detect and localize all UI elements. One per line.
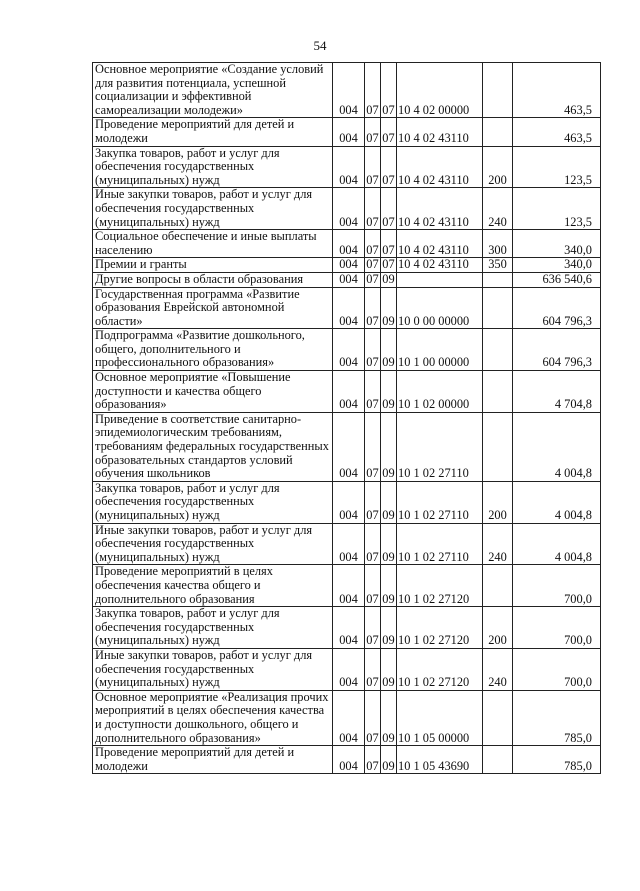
row-ministry-code-cell: 004 — [333, 258, 365, 273]
row-ministry-code-cell: 004 — [333, 272, 365, 287]
row-amount-cell: 4 704,8 — [513, 371, 601, 413]
row-target-article-cell: 10 4 02 43110 — [397, 188, 483, 230]
row-ministry-code-cell: 004 — [333, 188, 365, 230]
row-section-code-cell: 07 — [365, 188, 381, 230]
row-name-cell: Приведение в соответствие санитарно-эпидемиологическим требованиям, требованиям федеральных государственных образовательных стандартов условий обучения школьников — [93, 412, 333, 481]
row-name-cell: Премии и гранты — [93, 258, 333, 273]
table-row — [93, 565, 601, 607]
row-ministry-code-cell: 004 — [333, 690, 365, 745]
row-expense-type-cell: 240 — [483, 188, 513, 230]
row-ministry-code-cell: 004 — [333, 287, 365, 329]
table-row — [93, 287, 601, 329]
row-ministry-code-cell: 004 — [333, 63, 365, 118]
row-subsection-code-cell: 09 — [381, 690, 397, 745]
row-name-cell: Государственная программа «Развитие образования Еврейской автономной области» — [93, 287, 333, 329]
row-expense-type-cell: 200 — [483, 607, 513, 649]
row-section-code-cell: 07 — [365, 690, 381, 745]
row-section-code-cell: 07 — [365, 287, 381, 329]
row-target-article-cell: 10 1 02 27120 — [397, 648, 483, 690]
row-name-cell: Проведение мероприятий для детей и молодежи — [93, 746, 333, 774]
row-target-article-cell: 10 4 02 43110 — [397, 146, 483, 188]
row-name-cell: Иные закупки товаров, работ и услуг для обеспечения государственных (муниципальных) нужд — [93, 523, 333, 565]
row-ministry-code-cell: 004 — [333, 118, 365, 146]
table-row — [93, 481, 601, 523]
row-name-cell: Основное мероприятие «Реализация прочих мероприятий в целях обеспечения качества и доступности дошкольного, общего и дополнительного образования» — [93, 690, 333, 745]
table-row — [93, 146, 601, 188]
row-amount-cell: 700,0 — [513, 607, 601, 649]
row-section-code-cell: 07 — [365, 371, 381, 413]
row-target-article-cell — [397, 272, 483, 287]
row-name-cell: Закупка товаров, работ и услуг для обеспечения государственных (муниципальных) нужд — [93, 607, 333, 649]
row-section-code-cell: 07 — [365, 523, 381, 565]
row-subsection-code-cell: 09 — [381, 607, 397, 649]
row-subsection-code-cell: 09 — [381, 329, 397, 371]
row-ministry-code-cell: 004 — [333, 329, 365, 371]
row-ministry-code-cell: 004 — [333, 746, 365, 774]
row-name-cell: Другие вопросы в области образования — [93, 272, 333, 287]
row-target-article-cell: 10 1 02 27110 — [397, 523, 483, 565]
row-amount-cell: 700,0 — [513, 648, 601, 690]
page-number: 54 — [313, 38, 327, 53]
row-amount-cell: 604 796,3 — [513, 287, 601, 329]
row-expense-type-cell — [483, 272, 513, 287]
row-section-code-cell: 07 — [365, 329, 381, 371]
row-expense-type-cell — [483, 287, 513, 329]
row-target-article-cell: 10 0 00 00000 — [397, 287, 483, 329]
row-name-cell: Закупка товаров, работ и услуг для обеспечения государственных (муниципальных) нужд — [93, 146, 333, 188]
row-target-article-cell: 10 1 02 27110 — [397, 412, 483, 481]
row-section-code-cell: 07 — [365, 118, 381, 146]
row-target-article-cell: 10 1 00 00000 — [397, 329, 483, 371]
row-amount-cell: 123,5 — [513, 146, 601, 188]
row-subsection-code-cell: 07 — [381, 118, 397, 146]
row-ministry-code-cell: 004 — [333, 371, 365, 413]
table-row — [93, 272, 601, 287]
row-target-article-cell: 10 1 02 00000 — [397, 371, 483, 413]
row-section-code-cell: 07 — [365, 230, 381, 258]
row-subsection-code-cell: 09 — [381, 746, 397, 774]
row-subsection-code-cell: 09 — [381, 287, 397, 329]
row-expense-type-cell — [483, 412, 513, 481]
row-target-article-cell: 10 4 02 43110 — [397, 230, 483, 258]
row-subsection-code-cell: 09 — [381, 371, 397, 413]
row-expense-type-cell: 300 — [483, 230, 513, 258]
row-ministry-code-cell: 004 — [333, 648, 365, 690]
table-row — [93, 329, 601, 371]
row-name-cell: Основное мероприятие «Повышение доступности и качества общего образования» — [93, 371, 333, 413]
row-subsection-code-cell: 09 — [381, 481, 397, 523]
row-subsection-code-cell: 09 — [382, 272, 395, 286]
row-amount-cell: 123,5 — [513, 188, 601, 230]
row-amount-cell: 636 540,6 — [513, 272, 601, 287]
row-expense-type-cell: 200 — [483, 481, 513, 523]
row-expense-type-cell: 200 — [483, 146, 513, 188]
row-ministry-code-cell: 004 — [333, 146, 365, 188]
row-subsection-code-cell: 09 — [381, 523, 397, 565]
row-subsection-code-cell: 07 — [381, 146, 397, 188]
row-section-code-cell: 07 — [365, 146, 381, 188]
row-target-article-cell: 10 4 02 43110 — [397, 118, 483, 146]
row-section-code-cell: 07 — [365, 63, 381, 118]
row-ministry-code-cell: 004 — [333, 607, 365, 649]
row-amount-cell: 785,0 — [513, 690, 601, 745]
row-expense-type-cell: 240 — [483, 523, 513, 565]
row-subsection-code-cell: 07 — [381, 63, 397, 118]
row-target-article-cell: 10 1 02 27120 — [397, 565, 483, 607]
table-row — [93, 118, 601, 146]
row-expense-type-cell — [483, 329, 513, 371]
row-amount-cell: 604 796,3 — [513, 329, 601, 371]
row-section-code-cell: 07 — [366, 272, 379, 286]
table-row — [93, 412, 601, 481]
row-name-cell: Проведение мероприятий в целях обеспечения качества общего и дополнительного образования — [93, 565, 333, 607]
row-amount-cell: 4 004,8 — [513, 523, 601, 565]
row-subsection-code-cell: 07 — [381, 188, 397, 230]
row-expense-type-cell — [483, 746, 513, 774]
row-subsection-code-cell: 07 — [382, 257, 395, 272]
row-expense-type-cell — [483, 118, 513, 146]
row-amount-cell: 785,0 — [513, 746, 601, 774]
row-section-code-cell: 07 — [365, 746, 381, 774]
row-expense-type-cell — [483, 690, 513, 745]
row-section-code-cell: 07 — [365, 481, 381, 523]
row-ministry-code-cell: 004 — [333, 565, 365, 607]
row-amount-cell: 4 004,8 — [513, 481, 601, 523]
row-section-code-cell: 07 — [365, 607, 381, 649]
row-name-cell: Проведение мероприятий для детей и молодежи — [93, 118, 333, 146]
row-subsection-code-cell: 09 — [381, 412, 397, 481]
row-target-article-cell: 10 1 02 27110 — [397, 481, 483, 523]
row-target-article-cell: 10 4 02 00000 — [397, 63, 483, 118]
row-expense-type-cell — [483, 565, 513, 607]
table-row — [93, 648, 601, 690]
row-ministry-code-cell: 004 — [333, 523, 365, 565]
table-row — [93, 188, 601, 230]
row-section-code-cell: 07 — [365, 565, 381, 607]
table-row — [93, 607, 601, 649]
row-name-cell: Подпрограмма «Развитие дошкольного, общего, дополнительного и профессионального образования» — [93, 329, 333, 371]
row-target-article-cell: 10 1 05 00000 — [397, 690, 483, 745]
row-amount-cell: 463,5 — [513, 63, 601, 118]
table-body — [93, 63, 601, 774]
table-row — [93, 523, 601, 565]
row-subsection-code-cell: 09 — [381, 565, 397, 607]
row-amount-cell: 4 004,8 — [513, 412, 601, 481]
row-name-cell: Основное мероприятие «Создание условий для развития потенциала, успешной социализации и эффективной самореализации молодежи» — [93, 63, 333, 118]
row-section-code-cell: 07 — [366, 257, 379, 272]
table-row — [93, 371, 601, 413]
table-row — [93, 746, 601, 774]
row-target-article-cell: 10 1 02 27120 — [397, 607, 483, 649]
row-subsection-code-cell: 07 — [381, 230, 397, 258]
row-expense-type-cell: 240 — [483, 648, 513, 690]
table-row — [93, 63, 601, 118]
row-target-article-cell: 10 4 02 43110 — [397, 258, 483, 273]
row-ministry-code-cell: 004 — [333, 230, 365, 258]
row-section-code-cell: 07 — [365, 412, 381, 481]
row-ministry-code-cell: 004 — [333, 481, 365, 523]
row-amount-cell: 700,0 — [513, 565, 601, 607]
row-ministry-code-cell: 004 — [333, 412, 365, 481]
row-name-cell: Иные закупки товаров, работ и услуг для обеспечения государственных (муниципальных) нужд — [93, 188, 333, 230]
row-expense-type-cell: 350 — [483, 258, 513, 273]
row-amount-cell: 463,5 — [513, 118, 601, 146]
row-amount-cell: 340,0 — [513, 258, 601, 273]
row-name-cell: Социальное обеспечение и иные выплаты населению — [93, 230, 333, 258]
row-subsection-code-cell: 09 — [381, 648, 397, 690]
row-section-code-cell: 07 — [365, 648, 381, 690]
row-expense-type-cell — [483, 371, 513, 413]
table-row — [93, 690, 601, 745]
row-expense-type-cell — [483, 63, 513, 118]
row-name-cell: Закупка товаров, работ и услуг для обеспечения государственных (муниципальных) нужд — [93, 481, 333, 523]
row-name-cell: Иные закупки товаров, работ и услуг для обеспечения государственных (муниципальных) нужд — [93, 648, 333, 690]
table-row — [93, 258, 601, 273]
row-target-article-cell: 10 1 05 43690 — [397, 746, 483, 774]
table-row — [93, 230, 601, 258]
row-amount-cell: 340,0 — [513, 230, 601, 258]
budget-table — [92, 62, 601, 774]
